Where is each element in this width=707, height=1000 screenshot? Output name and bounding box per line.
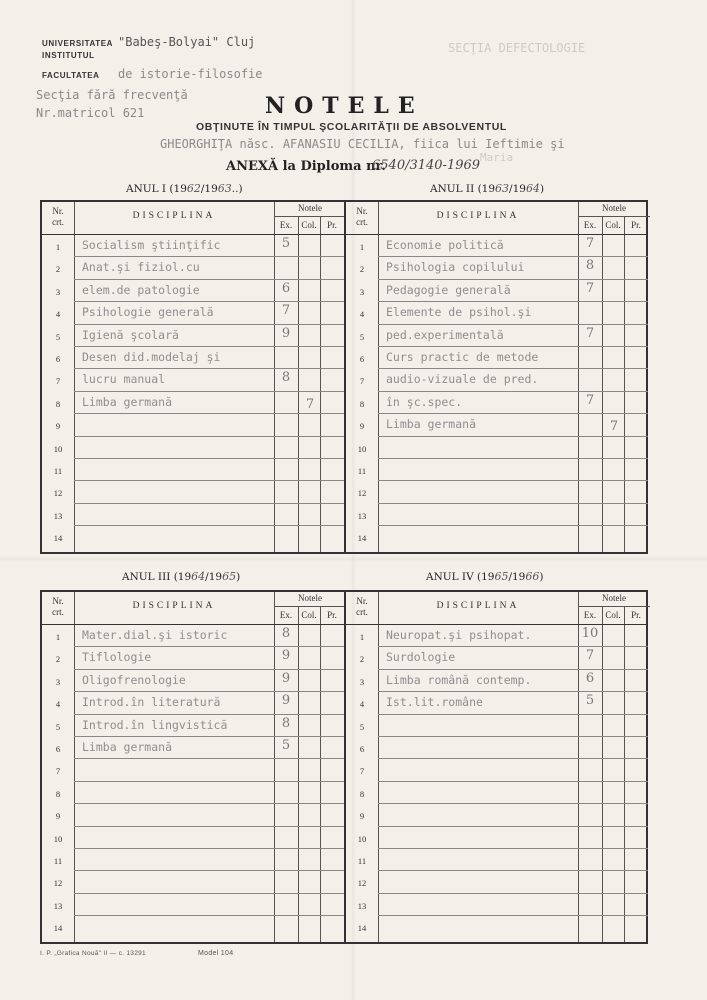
row-divider: [378, 870, 648, 871]
row-divider: [74, 803, 344, 804]
row-number: 11: [53, 466, 63, 476]
header-nr: Nr.: [356, 206, 368, 216]
row-number: 9: [359, 811, 365, 822]
row-divider: [74, 893, 344, 894]
row-divider: [378, 503, 648, 504]
subject-name: Introd.în literatură: [82, 695, 221, 710]
row-divider: [74, 346, 344, 347]
row-divider: [74, 279, 344, 280]
grade-column-divider: [298, 606, 299, 942]
row-number: 12: [53, 878, 63, 889]
subject-name: Mater.dial.şi istoric: [82, 628, 228, 642]
row-number: 2: [359, 654, 365, 665]
row-divider: [74, 736, 344, 737]
faculty-label: FACULTATEA: [42, 71, 100, 80]
subject-name: Limba germană: [386, 417, 477, 432]
header-discipline: DISCIPLINA: [436, 601, 520, 611]
subject-name: Neuropat.şi psihopat.: [386, 628, 532, 642]
subject-name: Oligofrenologie: [82, 672, 186, 687]
row-divider: [74, 714, 344, 715]
header-crt: crt.: [356, 217, 368, 227]
row-divider: [378, 391, 648, 392]
row-divider: [378, 893, 648, 894]
row-number: 12: [357, 878, 367, 889]
grades-header-divider: [578, 606, 650, 607]
row-number: 7: [359, 376, 365, 387]
header-ex: Ex.: [583, 610, 597, 620]
form-model: Model 104: [198, 950, 234, 957]
row-number: 13: [357, 900, 367, 911]
printer-imprint: I. P. „Grafica Nouă" II — c. 13291: [40, 950, 146, 957]
institute-label: INSTITUTUL: [42, 51, 95, 60]
column-divider: [578, 592, 579, 942]
row-number: 2: [55, 654, 61, 665]
colloquium-grade: 7: [305, 396, 315, 412]
exam-grade: 7: [281, 303, 291, 319]
row-divider: [74, 848, 344, 849]
row-number: 1: [55, 632, 61, 642]
subject-name: în şc.spec.: [386, 394, 463, 409]
row-divider: [378, 736, 648, 737]
graduate-name-continued: Maria: [480, 151, 514, 164]
row-number: 10: [357, 443, 367, 454]
row-divider: [378, 646, 648, 647]
exam-grade: 8: [281, 715, 291, 731]
exam-grade: 7: [585, 648, 595, 664]
subject-name: Desen did.modelaj şi: [82, 350, 221, 364]
subject-name: Tiflologie: [82, 650, 152, 665]
header-bottom-line: [42, 624, 646, 625]
row-divider: [378, 803, 648, 804]
row-divider: [74, 413, 344, 414]
row-divider: [378, 480, 648, 481]
row-number: 2: [55, 264, 61, 275]
row-divider: [378, 346, 648, 347]
exam-grade: 5: [281, 236, 291, 251]
row-divider: [74, 256, 344, 257]
row-divider: [378, 458, 648, 459]
header-ex: Ex.: [279, 220, 293, 230]
row-number: 8: [359, 398, 365, 409]
grade-column-divider: [320, 216, 321, 552]
row-divider: [378, 758, 648, 759]
row-number: 9: [55, 421, 61, 432]
exam-grade: 8: [281, 626, 291, 641]
row-number: 6: [55, 744, 61, 754]
row-number: 10: [357, 833, 367, 844]
subject-name: Curs practic de metode: [386, 350, 539, 364]
row-number: 5: [55, 331, 61, 342]
row-divider: [74, 915, 344, 916]
row-number: 9: [359, 421, 365, 432]
grade-column-divider: [320, 606, 321, 942]
anexa-label: ANEXĂ la Diploma nr.: [226, 159, 386, 174]
column-divider: [378, 592, 379, 942]
grades-header-divider: [578, 216, 650, 217]
row-number: 7: [55, 376, 61, 387]
exam-grade: 8: [281, 370, 291, 386]
column-divider: [274, 202, 275, 552]
subject-name: Limba română contemp.: [386, 672, 532, 687]
header-nr: Nr.: [356, 596, 368, 606]
university-label: UNIVERSITATEA: [42, 39, 114, 48]
header-pr: Pr.: [631, 610, 641, 620]
colloquium-grade: 7: [609, 419, 619, 435]
exam-grade: 9: [281, 325, 291, 341]
row-number: 14: [53, 923, 63, 934]
row-divider: [74, 368, 344, 369]
grade-column-divider: [624, 216, 625, 552]
subject-name: Psihologie generală: [82, 305, 214, 320]
row-number: 7: [55, 766, 61, 777]
row-divider: [378, 279, 648, 280]
year-label-1: ANUL I (1962/1963..): [126, 182, 243, 195]
header-grades: Notele: [602, 203, 626, 213]
header-pr: Pr.: [327, 220, 337, 230]
row-divider: [74, 669, 344, 670]
row-divider: [74, 480, 344, 481]
subject-name: Surdologie: [386, 650, 456, 665]
subject-name: Economie politică: [386, 238, 504, 252]
row-number: 5: [359, 331, 365, 342]
column-divider: [74, 202, 75, 552]
row-number: 6: [359, 354, 365, 364]
grades-header-divider: [274, 216, 344, 217]
subject-name: ped.experimentală: [386, 327, 504, 342]
header-discipline: DISCIPLINA: [132, 601, 216, 611]
column-divider: [378, 202, 379, 552]
exam-grade: 7: [585, 236, 595, 251]
row-number: 3: [55, 676, 61, 687]
subject-name: elem.de patologie: [82, 282, 200, 297]
row-number: 1: [359, 242, 365, 252]
exam-grade: 5: [281, 738, 291, 753]
grade-column-divider: [602, 216, 603, 552]
row-divider: [378, 301, 648, 302]
header-ex: Ex.: [279, 610, 293, 620]
row-number: 3: [359, 676, 365, 687]
row-number: 12: [53, 488, 63, 499]
exam-grade: 9: [281, 648, 291, 664]
row-number: 4: [359, 699, 365, 710]
year-label-3: ANUL III (1964/1965): [122, 570, 241, 583]
row-number: 4: [359, 309, 365, 320]
subject-name: lucru manual: [82, 372, 166, 387]
year-label-2: ANUL II (1963/1964): [430, 182, 545, 195]
row-divider: [378, 915, 648, 916]
grade-column-divider: [624, 606, 625, 942]
row-number: 1: [55, 242, 61, 252]
exam-grade: 5: [585, 693, 595, 709]
exam-grade: 6: [281, 280, 291, 296]
year-label-4: ANUL IV (1965/1966): [426, 570, 544, 583]
row-divider: [378, 781, 648, 782]
row-divider: [378, 826, 648, 827]
column-divider: [578, 202, 579, 552]
row-divider: [378, 691, 648, 692]
row-divider: [74, 691, 344, 692]
subject-name: Psihologia copilului: [386, 260, 525, 275]
row-divider: [378, 413, 648, 414]
row-number: 4: [55, 309, 61, 320]
row-number: 9: [55, 811, 61, 822]
row-divider: [378, 848, 648, 849]
row-divider: [74, 781, 344, 782]
section-defectologie: SECŢIA DEFECTOLOGIE: [448, 41, 586, 55]
header-col: Col.: [605, 220, 621, 230]
header-pr: Pr.: [327, 610, 337, 620]
header-col: Col.: [605, 610, 621, 620]
row-number: 11: [53, 856, 63, 866]
row-number: 7: [359, 766, 365, 777]
header-nr: Nr.: [52, 206, 64, 216]
row-number: 13: [357, 510, 367, 521]
page-title: NOTELE: [265, 93, 424, 119]
row-number: 11: [357, 856, 367, 866]
header-nr: Nr.: [52, 596, 64, 606]
subject-name: Limba germană: [82, 740, 173, 754]
row-divider: [74, 324, 344, 325]
exam-grade: 10: [581, 626, 599, 641]
row-number: 5: [359, 721, 365, 732]
row-number: 12: [357, 488, 367, 499]
subject-name: Igienă şcolară: [82, 327, 179, 342]
grades-table-top: [40, 200, 648, 554]
row-number: 3: [55, 286, 61, 297]
row-divider: [74, 870, 344, 871]
grades-table-bottom: [40, 590, 648, 944]
subject-name: Socialism ştiinţific: [82, 238, 221, 252]
row-divider: [378, 368, 648, 369]
header-discipline: DISCIPLINA: [132, 211, 216, 221]
subtitle: OBŢINUTE ÎN TIMPUL ŞCOLARITĂŢII DE ABSOLVENTUL: [196, 121, 507, 133]
header-col: Col.: [301, 610, 317, 620]
row-number: 8: [55, 398, 61, 409]
row-number: 8: [55, 788, 61, 799]
subject-name: Pedagogie generală: [386, 282, 511, 297]
header-bottom-line: [42, 234, 646, 235]
row-divider: [74, 301, 344, 302]
row-number: 14: [53, 533, 63, 544]
row-number: 13: [53, 510, 63, 521]
row-divider: [74, 436, 344, 437]
row-number: 3: [359, 286, 365, 297]
header-grades: Notele: [602, 593, 626, 603]
subject-name: Elemente de psihol.şi: [386, 305, 532, 320]
row-divider: [378, 324, 648, 325]
header-ex: Ex.: [583, 220, 597, 230]
study-mode: Secţia fără frecvenţă: [36, 88, 188, 102]
exam-grade: 7: [585, 392, 595, 408]
row-number: 2: [359, 264, 365, 275]
header-grades: Notele: [298, 203, 322, 213]
header-crt: crt.: [52, 217, 64, 227]
grade-column-divider: [298, 216, 299, 552]
column-divider: [74, 592, 75, 942]
header-col: Col.: [301, 220, 317, 230]
row-divider: [378, 714, 648, 715]
grades-header-divider: [274, 606, 344, 607]
header-discipline: DISCIPLINA: [436, 211, 520, 221]
row-divider: [74, 758, 344, 759]
row-divider: [378, 525, 648, 526]
row-number: 6: [359, 744, 365, 754]
header-crt: crt.: [52, 607, 64, 617]
header-pr: Pr.: [631, 220, 641, 230]
row-divider: [378, 256, 648, 257]
university-name: "Babeş-Bolyai" Cluj: [118, 35, 256, 49]
row-number: 5: [55, 721, 61, 732]
exam-grade: 7: [585, 325, 595, 341]
subject-name: Ist.lit.române: [386, 695, 483, 710]
row-divider: [378, 669, 648, 670]
row-divider: [74, 391, 344, 392]
exam-grade: 8: [585, 258, 595, 274]
subject-name: Limba germană: [82, 394, 173, 409]
faculty-name: de istorie-filosofie: [118, 67, 263, 81]
row-number: 14: [357, 923, 367, 934]
row-number: 1: [359, 632, 365, 642]
row-divider: [74, 646, 344, 647]
column-divider: [274, 592, 275, 942]
exam-grade: 7: [585, 280, 595, 296]
header-crt: crt.: [356, 607, 368, 617]
subject-name: Introd.în lingvistică: [82, 717, 228, 732]
exam-grade: 6: [585, 670, 595, 686]
subject-name: audio-vizuale de pred.: [386, 372, 539, 387]
graduate-name: GHEORGHIŢA născ. AFANASIU CECILIA, fiica lui Ieftimie şi: [160, 137, 565, 151]
exam-grade: 9: [281, 670, 291, 686]
row-number: 10: [53, 833, 63, 844]
matricol-number: Nr.matricol 621: [36, 106, 145, 120]
row-number: 8: [359, 788, 365, 799]
grade-column-divider: [602, 606, 603, 942]
diploma-number: 6540/3140-1969: [372, 158, 481, 173]
row-number: 13: [53, 900, 63, 911]
row-number: 10: [53, 443, 63, 454]
subject-name: Anat.şi fiziol.cu: [82, 260, 200, 275]
row-divider: [74, 458, 344, 459]
row-divider: [74, 525, 344, 526]
row-number: 11: [357, 466, 367, 476]
row-divider: [74, 826, 344, 827]
row-number: 4: [55, 699, 61, 710]
row-divider: [378, 436, 648, 437]
row-number: 6: [55, 354, 61, 364]
exam-grade: 9: [281, 693, 291, 709]
row-number: 14: [357, 533, 367, 544]
row-divider: [74, 503, 344, 504]
header-grades: Notele: [298, 593, 322, 603]
